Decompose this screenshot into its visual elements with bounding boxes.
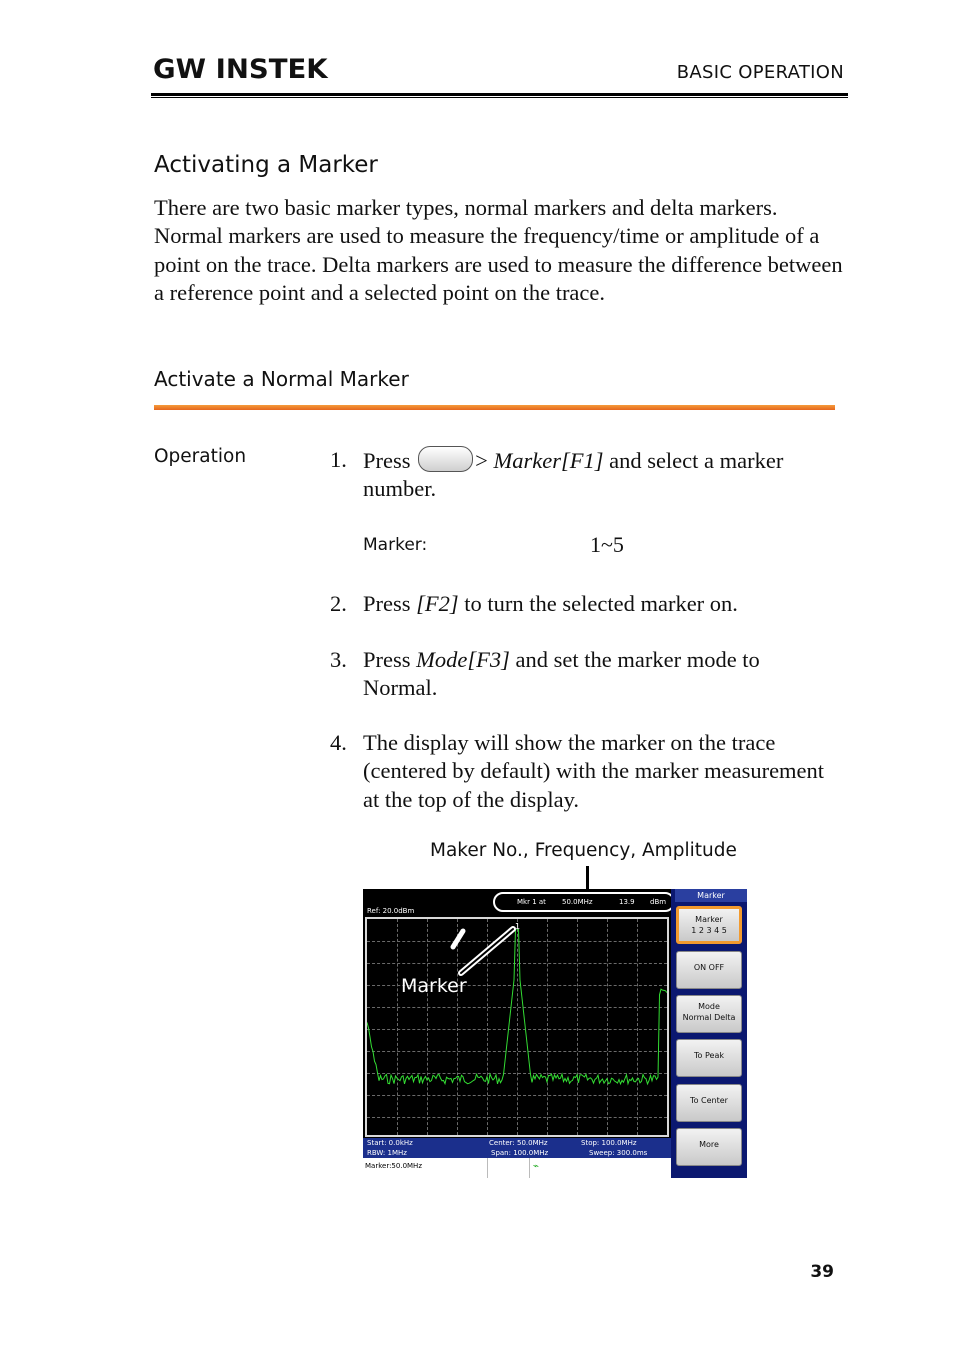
softkey-label: More [699, 1140, 719, 1149]
step-text-post: to turn the selected marker on. [464, 591, 738, 616]
marker-overlay-label: Marker [401, 975, 467, 997]
step-number: 4. [330, 730, 347, 755]
step-text [363, 590, 833, 618]
step-text-post: and select a marker number. [363, 448, 784, 502]
readout-frequency: 50.0MHz [562, 898, 593, 906]
softkey-to-center[interactable] [676, 1084, 742, 1122]
running-header-section: BASIC OPERATION [676, 62, 844, 83]
softkey-label: ON OFF [693, 963, 725, 972]
softkey-to-peak[interactable] [676, 1039, 742, 1077]
subsection-title: Activate a Normal Marker [154, 367, 409, 391]
softkey-label: Mode [698, 1002, 720, 1011]
readout-amplitude: 13.9 [619, 898, 635, 906]
rbw-readout: RBW: 1MHz [367, 1149, 407, 1157]
readout-prefix: Mkr 1 at [517, 898, 546, 906]
sweep-readout: Sweep: 300.0ms [589, 1149, 648, 1157]
marker-range-label: Marker: [363, 535, 428, 555]
marker-key-icon [418, 446, 473, 472]
status-bar [363, 1158, 671, 1178]
callout-leader-line [586, 866, 589, 890]
step-separator: > [475, 448, 488, 473]
step-text: The display will show the marker on the trace (centered by default) with the marker measurement at the top of the display. [363, 730, 825, 812]
status-marker-frequency: Marker:50.0MHz [365, 1162, 422, 1170]
marker-pointer [455, 925, 535, 995]
step-number: 2. [330, 591, 347, 616]
usb-icon: ⌁ [533, 1161, 540, 1172]
step-softkey-ref: Marker[F1] [493, 448, 604, 473]
softkey-label: To Center [690, 1096, 728, 1105]
stop-frequency: Stop: 100.0MHz [581, 1139, 637, 1147]
page-number: 39 [810, 1262, 834, 1282]
step-text-pre: Press [363, 448, 411, 473]
header-rule [151, 93, 848, 96]
softkey-label: Marker [695, 915, 723, 924]
step-text-pre: Press [363, 647, 411, 672]
intro-paragraph: There are two basic marker types, normal markers and delta markers. Normal markers are used to measure the frequency/time or amplitude of a point on the trace. Delta markers are used to measure the difference between a reference point and a selected point on the trace. [154, 195, 843, 305]
operation-label: Operation [154, 446, 247, 467]
step-text-post: and set the marker mode to Normal. [363, 647, 760, 701]
start-frequency: Start: 0.0kHz [367, 1139, 413, 1147]
softkey-panel [671, 889, 747, 1178]
step-number: 1. [330, 447, 347, 472]
info-row-1 [363, 1138, 671, 1148]
softkey-sublabel: Normal Delta [682, 1013, 736, 1022]
softkey-on-off[interactable] [676, 951, 742, 989]
softkey-menu-title: Marker [675, 889, 747, 902]
marker-tag: 1 [515, 922, 521, 931]
section-title: Activating a Marker [154, 152, 378, 178]
marker-range-value: 1~5 [590, 532, 624, 557]
instrument-screenshot [363, 889, 747, 1178]
step-number: 3. [330, 647, 347, 672]
brand-logo: GW INSTEK [153, 54, 328, 85]
figure-callout-label: Maker No., Frequency, Amplitude [430, 840, 737, 861]
softkey-marker-select[interactable] [676, 906, 742, 944]
ref-level-readout: Ref: 20.0dBm [367, 907, 415, 915]
softkey-label: To Peak [694, 1051, 724, 1060]
marker-readout [493, 892, 675, 912]
subsection-divider [154, 405, 835, 410]
span-readout: Span: 100.0MHz [491, 1149, 549, 1157]
step-softkey-ref: Mode[F3] [416, 647, 510, 672]
softkey-mode[interactable] [676, 995, 742, 1033]
step-text [363, 646, 833, 703]
step-text [363, 446, 833, 504]
status-divider [529, 1158, 530, 1178]
softkey-sublabel: 1 2 3 4 5 [691, 926, 727, 935]
status-divider [487, 1158, 488, 1178]
center-frequency: Center: 50.0MHz [489, 1139, 548, 1147]
readout-unit: dBm [650, 898, 667, 906]
header-rule-thin [151, 97, 848, 98]
info-row-2 [363, 1148, 671, 1158]
step-softkey-ref: [F2] [416, 591, 459, 616]
softkey-more[interactable] [676, 1128, 742, 1166]
step-text-pre: Press [363, 591, 411, 616]
